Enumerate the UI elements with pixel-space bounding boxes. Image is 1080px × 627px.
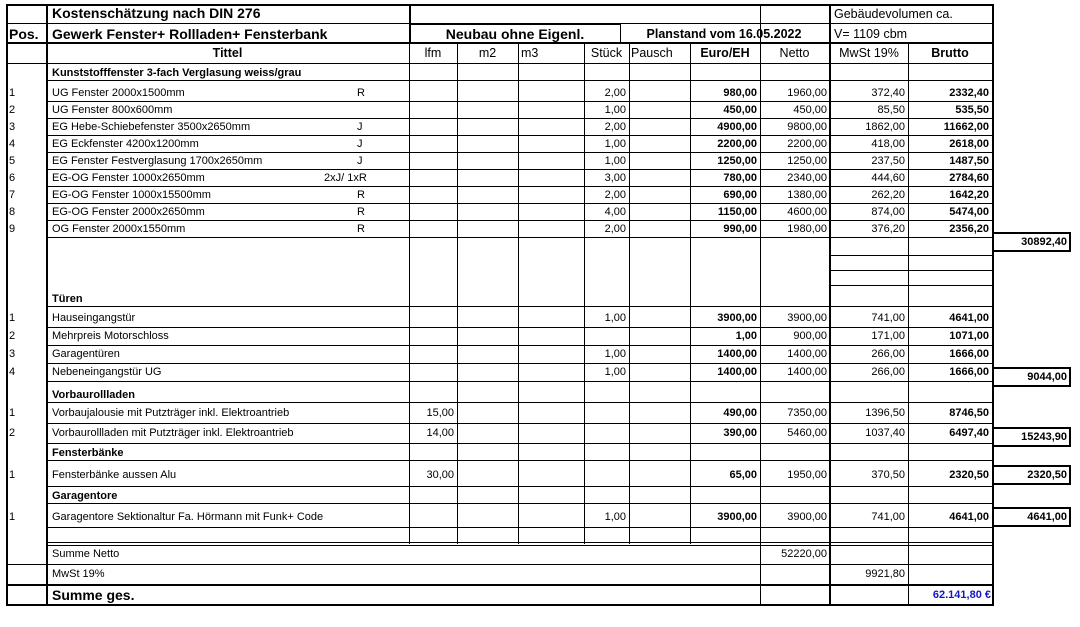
row-mwst: 85,50 xyxy=(877,104,905,116)
row-title: Garagentore Sektionaltur Fa. Hörmann mit Funk+ Code xyxy=(52,511,324,523)
row-brutto: 2618,00 xyxy=(949,138,989,150)
row-euro-eh: 3900,00 xyxy=(717,312,757,324)
row-mwst: 444,60 xyxy=(871,172,905,184)
row-euro-eh: 4900,00 xyxy=(717,121,757,133)
row-pos: 5 xyxy=(9,155,16,167)
section-sum: 15243,90 xyxy=(1021,431,1067,443)
row-stueck: 1,00 xyxy=(604,312,626,324)
summe-ges-label: Summe ges. xyxy=(52,587,135,603)
row-title: EG Hebe-Schiebefenster 3500x2650mm xyxy=(52,121,251,133)
row-mwst: 266,00 xyxy=(871,366,905,378)
row-mwst: 262,20 xyxy=(871,189,905,201)
row-pos: 9 xyxy=(9,223,16,235)
row-tag: R xyxy=(357,223,365,235)
row-euro-eh: 2200,00 xyxy=(717,138,757,150)
row-euro-eh: 65,00 xyxy=(729,469,757,481)
row-divider xyxy=(46,381,993,382)
row-title: Fensterbänke aussen Alu xyxy=(52,469,177,481)
row-divider xyxy=(46,486,993,487)
row-stueck: 1,00 xyxy=(604,104,626,116)
row-title: EG Fenster Festverglasung 1700x2650mm xyxy=(52,155,263,167)
summe-ges-value: 62.141,80 € xyxy=(932,589,991,601)
row-euro-eh: 980,00 xyxy=(723,87,757,99)
row-divider xyxy=(46,363,993,364)
row-divider xyxy=(829,255,993,256)
sheet-title: Kostenschätzung nach DIN 276 xyxy=(52,5,261,21)
row-tag: R xyxy=(357,189,365,201)
row-brutto: 5474,00 xyxy=(949,206,989,218)
row-divider xyxy=(46,423,993,424)
row-title: Vorbaurollladen mit Putzträger inkl. Elektroantrieb xyxy=(52,427,294,439)
row-divider xyxy=(46,327,993,328)
col-netto: Netto xyxy=(779,46,810,60)
row-netto: 1960,00 xyxy=(787,87,827,99)
row-title: Hauseingangstür xyxy=(52,312,136,324)
row-pos: 1 xyxy=(9,469,16,481)
row-brutto: 1666,00 xyxy=(949,366,989,378)
row-divider xyxy=(46,101,993,102)
section-heading: Vorbaurollladen xyxy=(52,389,135,401)
row-mwst: 370,50 xyxy=(871,469,905,481)
row-netto: 900,00 xyxy=(793,330,827,342)
row-divider xyxy=(46,118,993,119)
section-sum: 9044,00 xyxy=(1027,371,1067,383)
row-divider xyxy=(46,402,993,403)
row-mwst: 741,00 xyxy=(871,312,905,324)
row-stueck: 1,00 xyxy=(604,348,626,360)
row-tag: J xyxy=(357,121,363,133)
row-netto: 450,00 xyxy=(793,104,827,116)
row-divider xyxy=(829,270,993,271)
row-stueck: 1,00 xyxy=(604,138,626,150)
row-netto: 1400,00 xyxy=(787,366,827,378)
section-sum: 30892,40 xyxy=(1021,236,1067,248)
row-title: EG-OG Fenster 1000x15500mm xyxy=(52,189,211,201)
row-euro-eh: 1,00 xyxy=(735,330,757,342)
row-stueck: 4,00 xyxy=(604,206,626,218)
row-netto: 9800,00 xyxy=(787,121,827,133)
row-stueck: 1,00 xyxy=(604,155,626,167)
row-euro-eh: 390,00 xyxy=(723,427,757,439)
row-pos: 4 xyxy=(9,366,16,378)
row-title: EG Eckfenster 4200x1200mm xyxy=(52,138,199,150)
section-heading: Kunststofffenster 3-fach Verglasung weiss/grau xyxy=(52,67,302,79)
row-stueck: 1,00 xyxy=(604,366,626,378)
row-mwst: 418,00 xyxy=(871,138,905,150)
row-mwst: 741,00 xyxy=(871,511,905,523)
summe-netto-label: Summe Netto xyxy=(52,548,120,560)
row-netto: 4600,00 xyxy=(787,206,827,218)
row-brutto: 1071,00 xyxy=(949,330,989,342)
row-title: EG-OG Fenster 2000x2650mm xyxy=(52,206,205,218)
volumen-value: V= 1109 cbm xyxy=(834,27,908,41)
row-mwst: 376,20 xyxy=(871,223,905,235)
row-pos: 8 xyxy=(9,206,16,218)
col-m2: m2 xyxy=(478,46,497,60)
row-divider xyxy=(829,285,993,286)
section-heading: Garagentore xyxy=(52,490,118,502)
row-mwst: 237,50 xyxy=(871,155,905,167)
row-title: EG-OG Fenster 1000x2650mm xyxy=(52,172,205,184)
row-mwst: 266,00 xyxy=(871,348,905,360)
row-brutto: 1666,00 xyxy=(949,348,989,360)
row-divider xyxy=(46,203,993,204)
row-mwst: 874,00 xyxy=(871,206,905,218)
row-pos: 4 xyxy=(9,138,16,150)
row-tag: 2xJ/ 1xR xyxy=(324,172,367,184)
row-netto: 1980,00 xyxy=(787,223,827,235)
row-netto: 3900,00 xyxy=(787,312,827,324)
section-heading: Türen xyxy=(52,293,83,305)
row-pos: 3 xyxy=(9,348,16,360)
row-euro-eh: 1400,00 xyxy=(717,366,757,378)
section-sum: 4641,00 xyxy=(1027,511,1067,523)
row-brutto: 2320,50 xyxy=(949,469,989,481)
row-brutto: 6497,40 xyxy=(949,427,989,439)
row-netto: 7350,00 xyxy=(787,407,827,419)
row-title: Nebeneingangstür UG xyxy=(52,366,162,378)
row-netto: 1400,00 xyxy=(787,348,827,360)
row-pos: 1 xyxy=(9,407,16,419)
row-netto: 3900,00 xyxy=(787,511,827,523)
row-netto: 1380,00 xyxy=(787,189,827,201)
row-euro-eh: 450,00 xyxy=(723,104,757,116)
row-brutto: 1487,50 xyxy=(949,155,989,167)
col-m3: m3 xyxy=(521,46,539,60)
col-mwst: MwSt 19% xyxy=(839,46,899,60)
row-euro-eh: 1400,00 xyxy=(717,348,757,360)
row-stueck: 1,00 xyxy=(604,511,626,523)
pos-column-header: Pos. xyxy=(9,26,39,42)
neubau-label: Neubau ohne Eigenl. xyxy=(445,26,585,42)
col-lfm: lfm xyxy=(424,46,442,60)
row-mwst: 1396,50 xyxy=(865,407,905,419)
row-divider xyxy=(46,237,993,238)
row-stueck: 2,00 xyxy=(604,189,626,201)
row-pos: 2 xyxy=(9,330,16,342)
row-stueck: 2,00 xyxy=(604,223,626,235)
row-brutto: 2356,20 xyxy=(949,223,989,235)
row-lfm: 30,00 xyxy=(426,469,454,481)
row-netto: 2200,00 xyxy=(787,138,827,150)
row-divider xyxy=(46,345,993,346)
row-mwst: 372,40 xyxy=(871,87,905,99)
row-title: Vorbaujalousie mit Putzträger inkl. Elektroantrieb xyxy=(52,407,290,419)
row-netto: 1950,00 xyxy=(787,469,827,481)
row-pos: 1 xyxy=(9,87,16,99)
row-title: UG Fenster 2000x1500mm xyxy=(52,87,185,99)
row-divider xyxy=(46,169,993,170)
row-stueck: 2,00 xyxy=(604,87,626,99)
row-tag: J xyxy=(357,155,363,167)
row-divider xyxy=(46,503,993,504)
row-euro-eh: 1150,00 xyxy=(717,206,757,218)
row-netto: 2340,00 xyxy=(787,172,827,184)
row-pos: 6 xyxy=(9,172,16,184)
row-divider xyxy=(46,80,993,81)
row-divider xyxy=(46,135,993,136)
row-euro-eh: 990,00 xyxy=(723,223,757,235)
row-divider xyxy=(46,443,993,444)
row-divider xyxy=(46,527,993,528)
row-tag: R xyxy=(357,206,365,218)
row-brutto: 1642,20 xyxy=(949,189,989,201)
row-title: OG Fenster 2000x1550mm xyxy=(52,223,186,235)
row-euro-eh: 780,00 xyxy=(723,172,757,184)
row-brutto: 2332,40 xyxy=(949,87,989,99)
volumen-label: Gebäudevolumen ca. xyxy=(834,7,953,21)
row-stueck: 3,00 xyxy=(604,172,626,184)
row-brutto: 4641,00 xyxy=(949,511,989,523)
row-brutto: 4641,00 xyxy=(949,312,989,324)
row-pos: 3 xyxy=(9,121,16,133)
row-pos: 7 xyxy=(9,189,16,201)
row-euro-eh: 690,00 xyxy=(723,189,757,201)
row-title: UG Fenster 800x600mm xyxy=(52,104,173,116)
col-pausch: Pausch xyxy=(631,46,673,60)
col-stueck: Stück xyxy=(590,46,623,60)
row-netto: 1250,00 xyxy=(787,155,827,167)
mwst-label: MwSt 19% xyxy=(52,568,105,580)
row-brutto: 2784,60 xyxy=(949,172,989,184)
row-tag: J xyxy=(357,138,363,150)
row-netto: 5460,00 xyxy=(787,427,827,439)
row-divider xyxy=(46,220,993,221)
summe-netto-value: 52220,00 xyxy=(781,548,827,560)
row-divider xyxy=(46,152,993,153)
row-brutto: 8746,50 xyxy=(949,407,989,419)
row-lfm: 14,00 xyxy=(426,427,454,439)
row-title: Mehrpreis Motorschloss xyxy=(52,330,169,342)
row-pos: 1 xyxy=(9,312,16,324)
gewerk-title: Gewerk Fenster+ Rollladen+ Fensterbank xyxy=(52,26,328,42)
row-stueck: 2,00 xyxy=(604,121,626,133)
row-title: Garagentüren xyxy=(52,348,120,360)
col-brutto: Brutto xyxy=(931,46,969,60)
row-divider xyxy=(46,186,993,187)
row-pos: 2 xyxy=(9,427,16,439)
row-pos: 1 xyxy=(9,511,16,523)
mwst-total-value: 9921,80 xyxy=(865,568,905,580)
row-mwst: 171,00 xyxy=(871,330,905,342)
row-brutto: 11662,00 xyxy=(943,121,989,133)
row-mwst: 1037,40 xyxy=(865,427,905,439)
row-brutto: 535,50 xyxy=(955,104,989,116)
row-euro-eh: 3900,00 xyxy=(717,511,757,523)
col-euro-eh: Euro/EH xyxy=(700,46,750,60)
row-lfm: 15,00 xyxy=(426,407,454,419)
row-divider xyxy=(46,460,993,461)
row-euro-eh: 490,00 xyxy=(723,407,757,419)
row-mwst: 1862,00 xyxy=(865,121,905,133)
section-heading: Fensterbänke xyxy=(52,447,124,459)
row-euro-eh: 1250,00 xyxy=(717,155,757,167)
row-divider xyxy=(46,306,993,307)
col-titel: Tittel xyxy=(212,46,243,60)
row-tag: R xyxy=(357,87,365,99)
planstand-label: Planstand vom 16.05.2022 xyxy=(646,27,802,41)
section-sum: 2320,50 xyxy=(1027,469,1067,481)
row-pos: 2 xyxy=(9,104,16,116)
